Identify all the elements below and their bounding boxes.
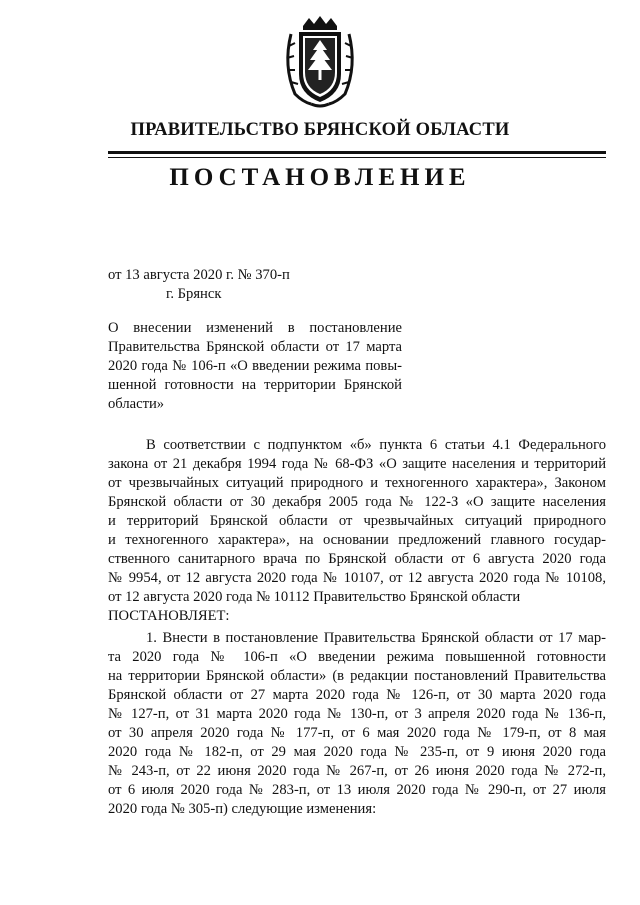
paragraph-line: та 2020 года № 106-п «О введении режима повышенной готовности — [108, 648, 606, 665]
header-rule-thick — [108, 151, 606, 154]
paragraph-line: № 127-п, от 31 марта 2020 года № 130-п, от 3 апреля 2020 года № 136-п, — [108, 705, 606, 722]
paragraph-line: на территории Брянской области» (в редакции постановлений Правительства — [108, 667, 606, 684]
paragraph-line: и территорий Брянской области от чрезвычайных ситуаций природного — [108, 512, 606, 529]
paragraph-line: 2020 года № 182-п, от 29 мая 2020 года № 235-п, от 9 июня 2020 года — [108, 743, 606, 760]
subject-line: О внесении изменений в постановление — [108, 320, 402, 336]
paragraph-line: В соответствии с подпунктом «б» пункта 6 статьи 4.1 Федерального — [146, 437, 606, 453]
paragraph-line: Брянской области от 30 декабря 2005 года № 122-З «О защите населения — [108, 493, 606, 510]
header-rule-thin — [108, 157, 606, 158]
paragraph-line: от 30 апреля 2020 года № 177-п, от 6 мая 2020 года № 179-п, от 8 мая — [108, 724, 606, 741]
preamble-paragraph — [108, 436, 606, 626]
paragraph-line: и техногенного характера», на основании предложений главного государ- — [108, 531, 606, 548]
document-subject — [108, 319, 402, 414]
paragraph-line: ственного санитарного врача по Брянской области от 6 августа 2020 года — [108, 550, 606, 567]
document-city: г. Брянск — [166, 286, 222, 302]
subject-line: Правительства Брянской области от 17 марта — [108, 339, 402, 355]
resolves-keyword: ПОСТАНОВЛЯЕТ: — [108, 607, 230, 624]
paragraph-line: 2020 года № 305-п) следующие изменения: — [108, 800, 377, 817]
paragraph-line: закона от 21 декабря 1994 года № 68-ФЗ «О защите населения и территорий — [108, 455, 606, 472]
paragraph-line: от 12 августа 2020 года № 10112 Правительство Брянской области — [108, 588, 521, 605]
paragraph-line: № 243-п, от 22 июня 2020 года № 267-п, от 26 июня 2020 года № 272-п, — [108, 762, 606, 779]
organization-title: ПРАВИТЕЛЬСТВО БРЯНСКОЙ ОБЛАСТИ — [130, 120, 510, 140]
paragraph-line: № 9954, от 12 августа 2020 года № 10107, от 12 августа 2020 года № 10108, — [108, 569, 606, 586]
paragraph-line: от 6 июля 2020 года № 283-п, от 13 июля 2020 года № 290-п, от 27 июля — [108, 781, 606, 798]
subject-line: области» — [108, 396, 165, 412]
document-date-number: от 13 августа 2020 г. № 370-п — [108, 267, 290, 283]
paragraph-line: от чрезвычайных ситуаций природного и техногенного характера», Законом — [108, 474, 606, 491]
paragraph-line: 1. Внести в постановление Правительства Брянской области от 17 мар- — [146, 630, 606, 646]
item-1-paragraph — [108, 629, 606, 819]
subject-line: 2020 года № 106-п «О введении режима повы- — [108, 358, 402, 374]
document-type-heading: ПОСТАНОВЛЕНИЕ — [169, 164, 471, 191]
coat-of-arms-emblem — [281, 16, 359, 108]
paragraph-line: Брянской области от 27 марта 2020 года № 126-п, от 30 марта 2020 года — [108, 686, 606, 703]
subject-line: шенной готовности на территории Брянской — [108, 377, 402, 393]
